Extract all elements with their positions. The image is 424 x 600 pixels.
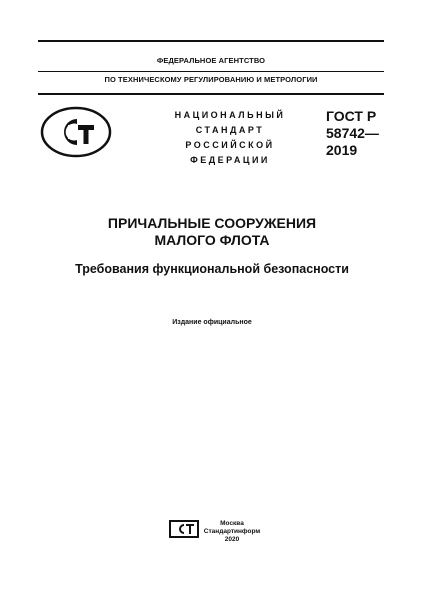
standard-line: РОССИЙСКОЙ [185, 140, 275, 150]
document-title [30, 215, 394, 249]
edition-label: Издание официальное [172, 319, 252, 326]
designation-line: 58742— [326, 125, 379, 141]
standard-line: ФЕДЕРАЦИИ [190, 155, 270, 165]
agency-name-line1: ФЕДЕРАЛЬНОЕ АГЕНТСТВО [156, 56, 266, 65]
header-rule-top [38, 40, 384, 42]
agency-name-line2: ПО ТЕХНИЧЕСКОМУ РЕГУЛИРОВАНИЮ И МЕТРОЛОГИИ [104, 75, 318, 84]
publisher-info [200, 520, 264, 544]
title-line: ПРИЧАЛЬНЫЕ СООРУЖЕНИЯ [107, 215, 317, 231]
publisher-city: Москва [220, 520, 244, 527]
standartinform-logo-icon [168, 519, 200, 539]
document-subtitle: Требования функциональной безопасности [75, 262, 349, 276]
title-line: МАЛОГО ФЛОТА [154, 232, 270, 248]
national-standard-label [160, 108, 300, 168]
standard-line: СТАНДАРТ [195, 125, 265, 135]
header-rule-middle [38, 71, 384, 72]
publisher-name: Стандартинформ [203, 528, 261, 535]
header-rule-bottom [38, 93, 384, 95]
publication-year: 2020 [224, 536, 240, 543]
standard-line: НАЦИОНАЛЬНЫЙ [174, 110, 286, 120]
designation-line: 2019 [326, 142, 358, 158]
designation-line: ГОСТ Р [326, 108, 377, 124]
standard-designation [326, 108, 390, 159]
gost-r-emblem-icon [40, 106, 112, 158]
